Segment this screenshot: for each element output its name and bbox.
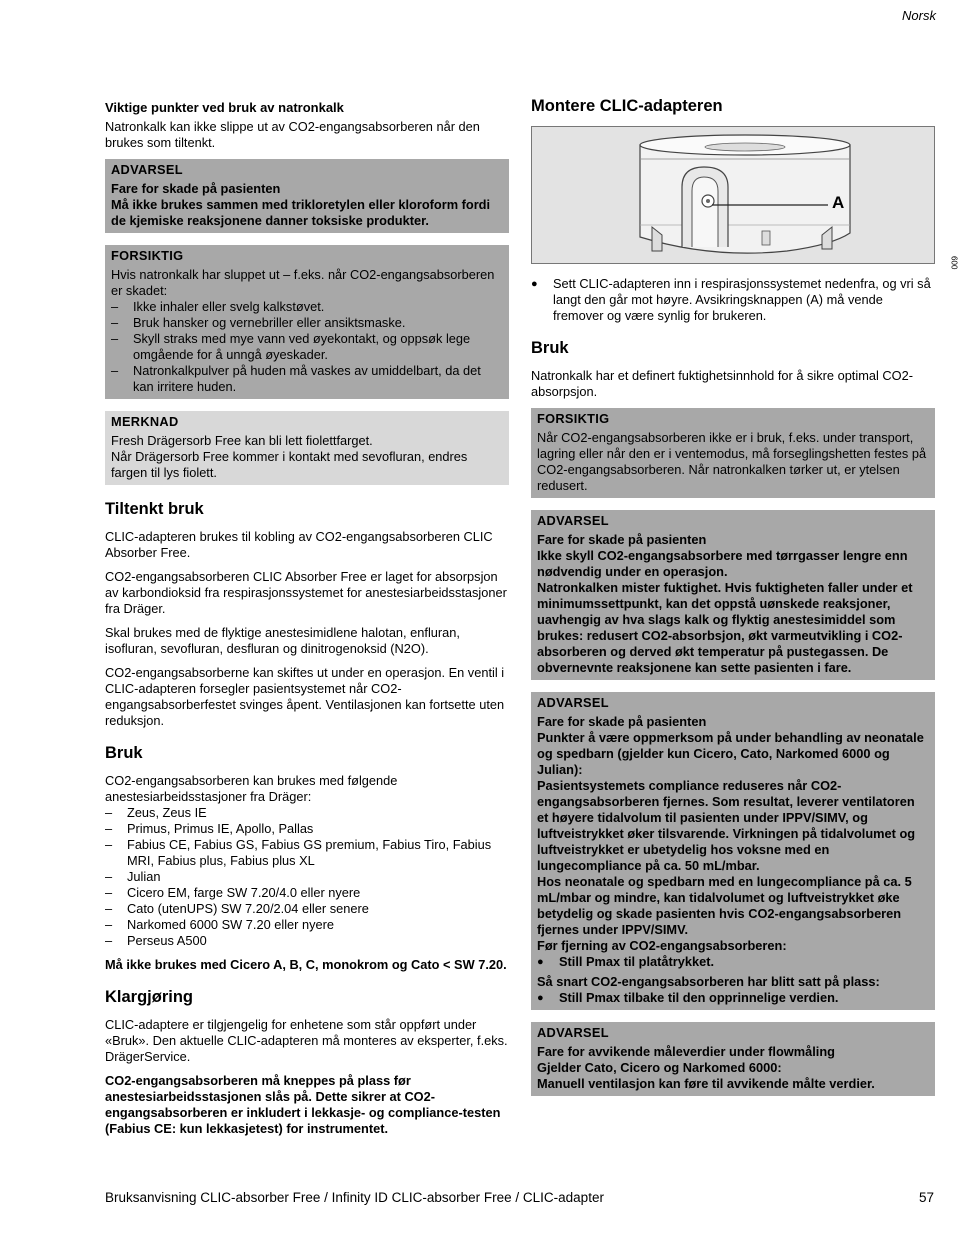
- warning-text: Pasientsystemets compliance reduseres når CO2-engangsabsorberen fjernes. Som resultat, leverer ventilatoren et høyere tidalvolum til pasienten under IPPV/SIMV, og luftveistrykket øker tilsvarende. Virkningen på tidalvolumet og luftveistrykket er ubetydelig hos voksne med en lungecompliance på ca. 50 mL/mbar.: [537, 778, 916, 873]
- caution-intro: Hvis natronkalk har sluppet ut – f.eks. når CO2-engangsabsorberen er skadet:: [111, 267, 495, 298]
- caution-box: [105, 245, 509, 399]
- warning-label: ADVARSEL: [537, 695, 609, 710]
- list-item: – Primus, Primus IE, Apollo, Pallas: [105, 821, 509, 837]
- left-column: [105, 100, 509, 1145]
- clic-adapter-figure: [531, 126, 935, 264]
- caution-label: FORSIKTIG: [111, 248, 184, 263]
- warning-box: [531, 1022, 935, 1096]
- paragraph: Skal brukes med de flyktige anestesimidlene halotan, enfluran, isofluran, sevofluran, desfluran og dinitrogenoksid (N2O).: [105, 625, 460, 656]
- mount-instructions: [531, 276, 935, 324]
- list-item: – Skyll straks med mye vann ved øyekontakt, og oppsøk lege omgående for å unngå øyeskader.: [111, 331, 503, 363]
- list-item: – Ikke inhaler eller svelg kalkstøvet.: [111, 299, 503, 315]
- warning-text: Ikke skyll CO2-engangsabsorbere med tørrgasser lengre enn nødvendig under en operasjon.: [537, 548, 908, 579]
- workstation-list: [105, 805, 509, 949]
- warning-text: Punkter å være oppmerksom på under behandling av neonatale og spedbarn (gjelder kun Cicero, Cato, Narkomed 6000 og Julian):: [537, 730, 924, 777]
- warning-text: Fare for avvikende måleverdier under flowmåling: [537, 1044, 835, 1059]
- list-item: – Fabius CE, Fabius GS, Fabius GS premium, Fabius Tiro, Fabius MRI, Fabius plus, Fabius plus XL: [105, 837, 509, 869]
- section-title-use: Bruk: [105, 744, 143, 762]
- note-text: Fresh Drägersorb Free kan bli lett fiolettfarget.: [111, 433, 373, 448]
- paragraph: CLIC-adapteren brukes til kobling av CO2-engangsabsorberen CLIC Absorber Free.: [105, 529, 493, 560]
- note-text: Når Drägersorb Free kommer i kontakt med sevofluran, endres fargen til lys fiolett.: [111, 449, 468, 480]
- warning-label: ADVARSEL: [537, 1025, 609, 1040]
- list-item: – Julian: [105, 869, 509, 885]
- warning-text: Natronkalken mister fuktighet. Hvis fuktigheten faller under et minimumssettpunkt, kan det oppstå uønskede reaksjoner, uavhengig av hva slags kalk og flyktig anestesimiddel som brukes: redusert CO2-absorbsjon, økt varmeutvikling i CO2-absorberen og derved økt temperatur på pustegassen. De obvernevnte reaksjonene kan sette pasienten i fare.: [537, 580, 913, 675]
- caution-list: [111, 299, 503, 395]
- list-item: – Bruk hansker og vernebriller eller ansiktsmaske.: [111, 315, 503, 331]
- page-number: 57: [918, 1190, 934, 1205]
- paragraph: Natronkalk kan ikke slippe ut av CO2-engangsabsorberen når den brukes som tiltenkt.: [105, 119, 480, 150]
- warning-text: Gjelder Cato, Cicero og Narkomed 6000:: [537, 1060, 782, 1075]
- footer-title: Bruksanvisning CLIC-absorber Free / Infinity ID CLIC-absorber Free / CLIC-adapter: [105, 1190, 604, 1205]
- warning-bullets: [537, 990, 929, 1006]
- caution-label: FORSIKTIG: [537, 411, 610, 426]
- section-title-preparation: Klargjøring: [105, 988, 194, 1006]
- list-item: – Zeus, Zeus IE: [105, 805, 509, 821]
- clic-adapter-illustration: [532, 127, 934, 263]
- warning-bullets: [537, 954, 929, 970]
- section-title-mount: Montere CLIC-adapteren: [531, 97, 723, 115]
- caution-text: Når CO2-engangsabsorberen ikke er i bruk, f.eks. under transport, lagring eller når den er i ventemodus, må forseglingshetten festes på CO2-engangsabsorberen. Når natronkalken tørker ut, er ytelsen redusert.: [537, 430, 927, 493]
- right-column: [531, 96, 959, 1108]
- warning-text: Fare for skade på pasienten: [537, 714, 707, 729]
- warning-text: Før fjerning av CO2-engangsabsorberen:: [537, 938, 787, 953]
- list-item: ● Still Pmax til platåtrykket.: [537, 954, 929, 970]
- warning-text: Manuell ventilasjon kan føre til avvikende målte verdier.: [537, 1076, 875, 1091]
- section-title-intended-use: Tiltenkt bruk: [105, 500, 204, 518]
- note-box: [105, 411, 509, 485]
- paragraph: CLIC-adaptere er tilgjengelig for enhetene som står oppført under «Bruk». Den aktuelle CLIC-adapteren må monteres av eksperter, f.eks. DrägerService.: [105, 1017, 508, 1064]
- note-label: MERKNAD: [111, 414, 179, 429]
- warning-text: Hos neonatale og spedbarn med en lungecompliance på ca. 5 mL/mbar og mindre, kan tidalvolumet og luftveistrykket øke betydelig og skade pasienten hvis CO2-engangsabsorberen fjernes under IPPV/SIMV.: [537, 874, 912, 937]
- list-item: – Natronkalkpulver på huden må vaskes av umiddelbart, da det kan irritere huden.: [111, 363, 503, 395]
- language-label: Norsk: [902, 8, 936, 23]
- warning-box: [531, 692, 935, 1010]
- warning-text: Må ikke brukes sammen med trikloretylen eller kloroform fordi de kjemiske reaksjonene danner toksiske produkter.: [111, 197, 491, 228]
- list-item: – Perseus A500: [105, 933, 509, 949]
- warning-label: ADVARSEL: [537, 513, 609, 528]
- callout-label-a: A: [832, 193, 845, 212]
- list-item: – Cicero EM, farge SW 7.20/4.0 eller nyere: [105, 885, 509, 901]
- section-title-soda-lime: Viktige punkter ved bruk av natronkalk: [105, 100, 344, 115]
- paragraph: CO2-engangsabsorberen CLIC Absorber Free er laget for absorpsjon av karbondioksid fra respirasjonssystemet for anestesiarbeidsstasjoner fra Dräger.: [105, 569, 507, 616]
- caution-box: [531, 408, 935, 498]
- warning-label: ADVARSEL: [111, 162, 183, 177]
- paragraph: CO2-engangsabsorberen kan brukes med følgende anestesiarbeidsstasjoner fra Dräger:: [105, 773, 398, 804]
- paragraph: Natronkalk har et definert fuktighetsinnhold for å sikre optimal CO2-absorpsjon.: [531, 368, 913, 399]
- figure-code: 009: [950, 256, 959, 270]
- warning-box: [105, 159, 509, 233]
- warning-box: [531, 510, 935, 680]
- list-item: ● Sett CLIC-adapteren inn i respirasjonssystemet nedenfra, og vri så langt den går mot høyre. Avsikringsknappen (A) må vende fremover og være synlig for brukeren.: [531, 276, 935, 324]
- paragraph: Må ikke brukes med Cicero A, B, C, monokrom og Cato < SW 7.20.: [105, 957, 507, 972]
- warning-text: Så snart CO2-engangsabsorberen har blitt satt på plass:: [537, 974, 880, 989]
- list-item: – Cato (utenUPS) SW 7.20/2.04 eller senere: [105, 901, 509, 917]
- warning-text: Fare for skade på pasienten: [111, 181, 281, 196]
- list-item: ● Still Pmax tilbake til den opprinnelige verdien.: [537, 990, 929, 1006]
- warning-text: Fare for skade på pasienten: [537, 532, 707, 547]
- paragraph: CO2-engangsabsorberen må kneppes på plass før anestesiarbeidsstasjonen slås på. Dette sikrer at CO2-engangsabsorberen er inkludert i lekkasje- og compliance-testen (Fabius CE: kun lekkasjetest) for instrumentet.: [105, 1073, 501, 1136]
- paragraph: CO2-engangsabsorberne kan skiftes ut under en operasjon. En ventil i CLIC-adapteren forsegler pasientsystemet når CO2-engangsabsorberfestet svinges åpent. Ventilasjonen kan fortsette uten reduksjon.: [105, 665, 505, 728]
- list-item: – Narkomed 6000 SW 7.20 eller nyere: [105, 917, 509, 933]
- section-title-use-right: Bruk: [531, 339, 569, 357]
